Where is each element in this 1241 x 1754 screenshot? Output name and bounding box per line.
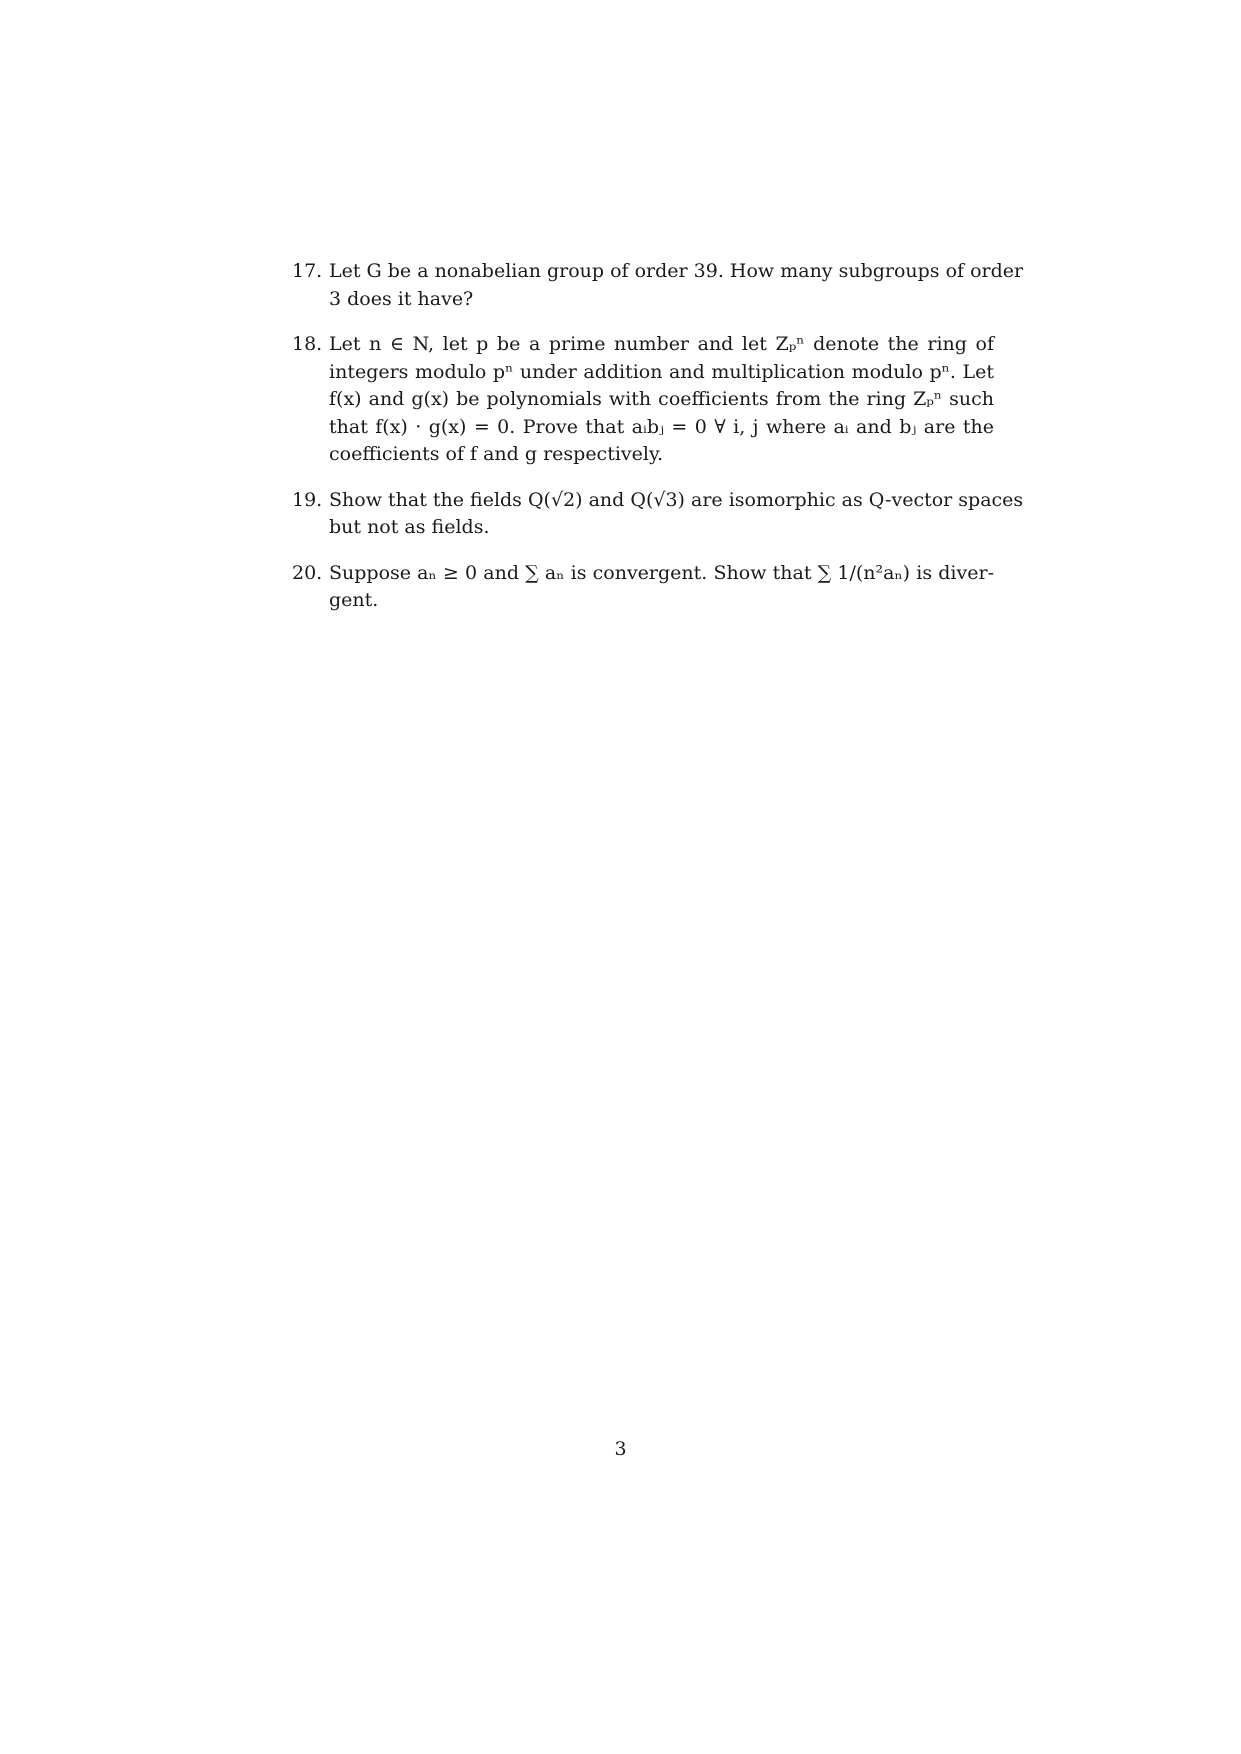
problem-20	[292, 560, 994, 615]
problem-19	[292, 487, 1024, 542]
problem-number: 19.	[292, 488, 323, 511]
problem-text-line: that f(x) · g(x) = 0. Prove that aᵢbⱼ = 0 ∀ i, j where aᵢ and bⱼ are the	[329, 415, 994, 438]
problem-text-line: integers modulo pⁿ under addition and multiplication modulo pⁿ. Let	[329, 360, 994, 383]
problem-18	[292, 331, 994, 469]
problem-text-line: gent.	[329, 589, 379, 611]
page-number: 3	[614, 1438, 627, 1460]
problem-17	[292, 258, 1024, 313]
problem-text-line: f(x) and g(x) be polynomials with coefficients from the ring Zₚⁿ such	[329, 388, 994, 410]
problem-number: 20.	[292, 561, 323, 584]
problem-text-line: 3 does it have?	[329, 287, 474, 310]
problem-text-line: Show that the fields Q(√2) and Q(√3) are isomorphic as Q-vector spaces	[329, 488, 1024, 511]
problem-text-line: Let G be a nonabelian group of order 39. How many subgroups of order	[329, 260, 1024, 282]
problem-text-line: Let n ∈ N, let p be a prime number and let Zₚⁿ denote the ring of	[329, 333, 994, 355]
problem-number: 17.	[292, 260, 323, 282]
problem-text-line: Suppose aₙ ≥ 0 and ∑ aₙ is convergent. Show that ∑ 1/(n²aₙ) is diver-	[329, 561, 994, 584]
problem-list	[292, 258, 1024, 633]
problem-text-line: coefficients of f and g respectively.	[329, 443, 664, 465]
problem-text-line: but not as fields.	[329, 516, 490, 538]
problem-number: 18.	[292, 333, 323, 355]
